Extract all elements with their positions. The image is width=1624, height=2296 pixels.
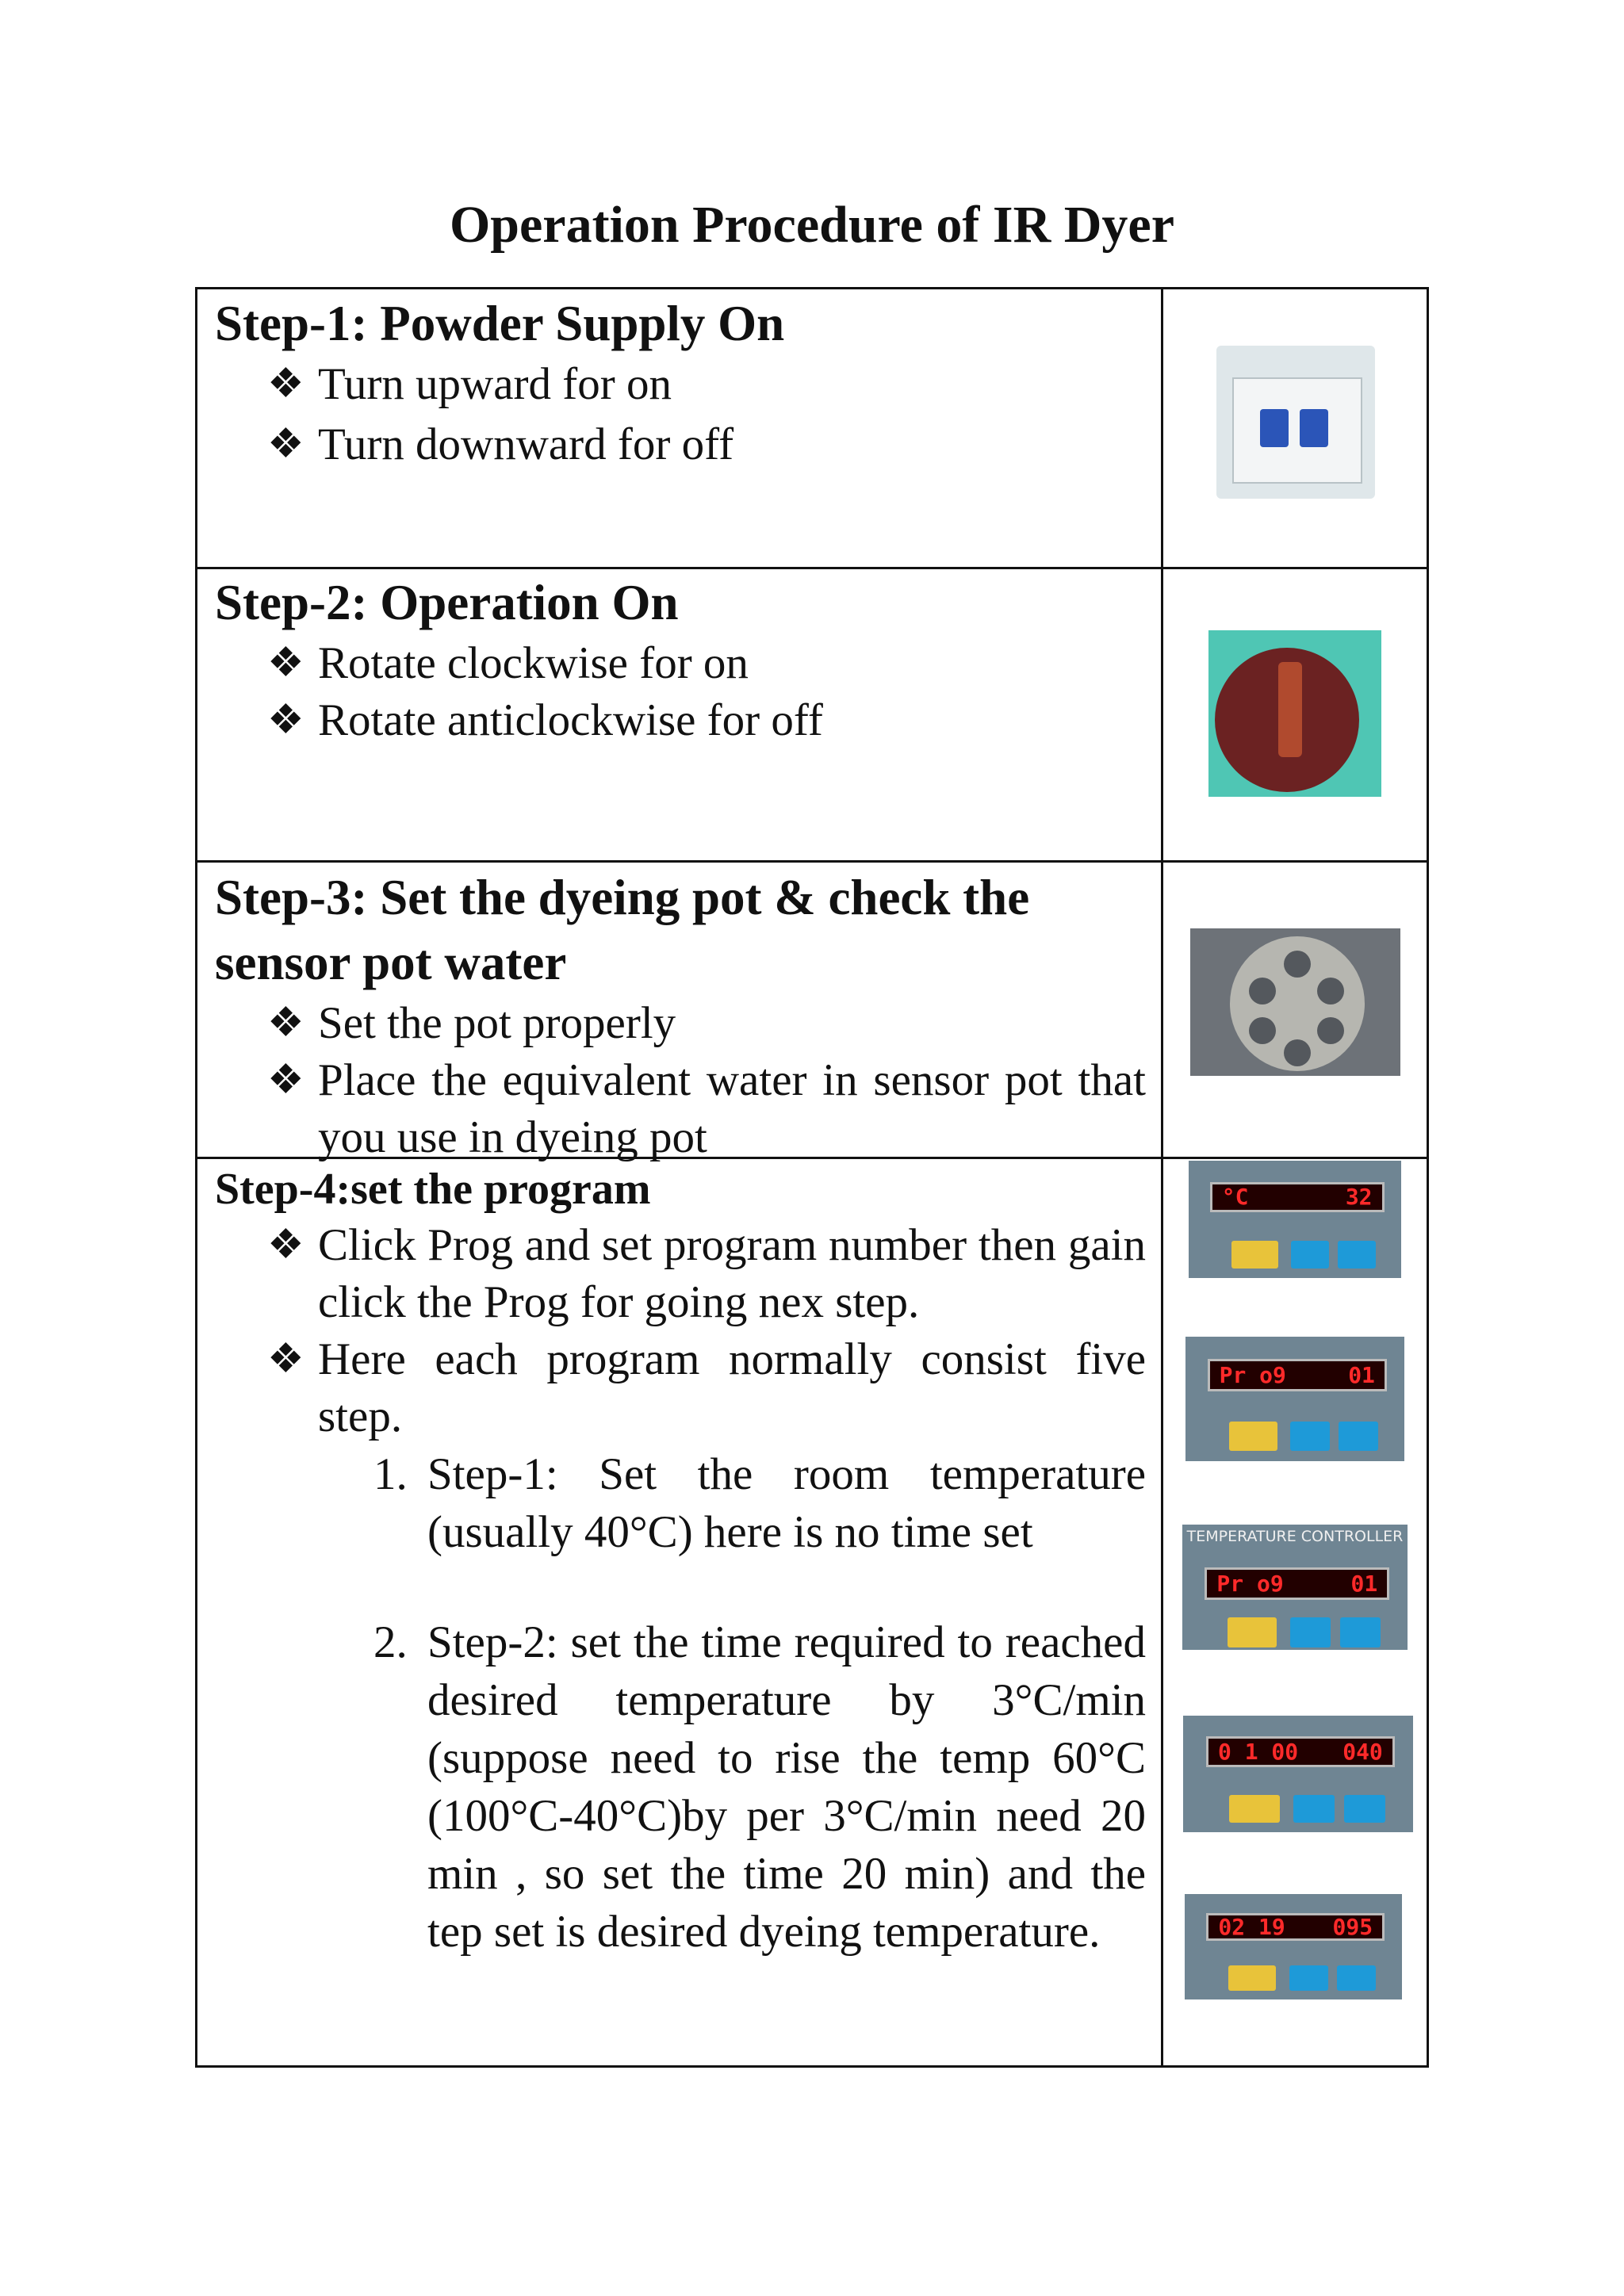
temperature-controller-photo-icon: TEMPERATURE CONTROLLER Pr o9 01 xyxy=(1182,1525,1408,1650)
step-heading-continued: sensor pot water xyxy=(215,935,567,990)
column-divider xyxy=(1161,289,1163,2065)
bullet-icon: ❖ xyxy=(267,422,304,467)
step-heading: Step-4:set the program xyxy=(215,1165,651,1214)
substep-item: 2. Step-2: set the time required to reached desired temperature by 3°C/min (suppose need to rise the temp 60°C (100°C-40°C)by per 3°C/min need 20 min , so set the time 20 min) and the tep set is desired dyeing temperature. xyxy=(373,1617,1146,1957)
step-heading: Step-1: Powder Supply On xyxy=(215,296,785,351)
bullet-icon: ❖ xyxy=(267,362,304,407)
bullet-icon: ❖ xyxy=(267,1337,304,1382)
substep-item: 1. Step-1: Set the room temperature (usually 40°C) here is no time set xyxy=(373,1449,1146,1557)
step-1-cell xyxy=(215,291,1146,473)
bullet-icon: ❖ xyxy=(267,698,304,743)
step-3-cell xyxy=(215,865,1146,1166)
bullet-icon: ❖ xyxy=(267,1223,304,1268)
step-heading: Step-3: Set the dyeing pot & check the xyxy=(215,870,1030,925)
row-divider xyxy=(197,567,1427,569)
procedure-table xyxy=(195,287,1429,2068)
temperature-controller-photo-icon: 02 19 095 xyxy=(1185,1894,1402,1999)
bullet-item: ❖ Here each program normally consist five step. xyxy=(215,1331,1146,1445)
step-4-cell xyxy=(215,1161,1146,1961)
temperature-controller-photo-icon: Pr o9 01 xyxy=(1185,1337,1404,1461)
bullet-item: ❖ Set the pot properly xyxy=(215,995,1146,1052)
bullet-icon: ❖ xyxy=(267,1001,304,1046)
bullet-item: ❖ Click Prog and set program number then gain click the Prog for going nex step. xyxy=(215,1217,1146,1331)
bullet-item: ❖ Turn upward for on xyxy=(215,356,1146,413)
step-2-cell xyxy=(215,570,1146,749)
temperature-controller-photo-icon: 0 1 00 040 xyxy=(1183,1716,1413,1832)
page-title: Operation Procedure of IR Dyer xyxy=(449,196,1175,254)
step-heading: Step-2: Operation On xyxy=(215,575,679,630)
bullet-item: ❖ Turn downward for off xyxy=(215,416,1146,473)
dyeing-pot-photo-icon xyxy=(1190,928,1400,1076)
bullet-item: ❖ Rotate clockwise for on xyxy=(215,635,1146,692)
temperature-controller-photo-icon: °C 32 xyxy=(1189,1161,1401,1278)
bullet-item: ❖ Place the equivalent water in sensor pot that you use in dyeing pot xyxy=(215,1052,1146,1166)
bullet-icon: ❖ xyxy=(267,641,304,686)
circuit-breaker-photo-icon xyxy=(1216,346,1375,499)
bullet-icon: ❖ xyxy=(267,1058,304,1103)
row-divider xyxy=(197,860,1427,863)
bullet-item: ❖ Rotate anticlockwise for off xyxy=(215,692,1146,749)
rotary-switch-photo-icon xyxy=(1208,630,1381,797)
